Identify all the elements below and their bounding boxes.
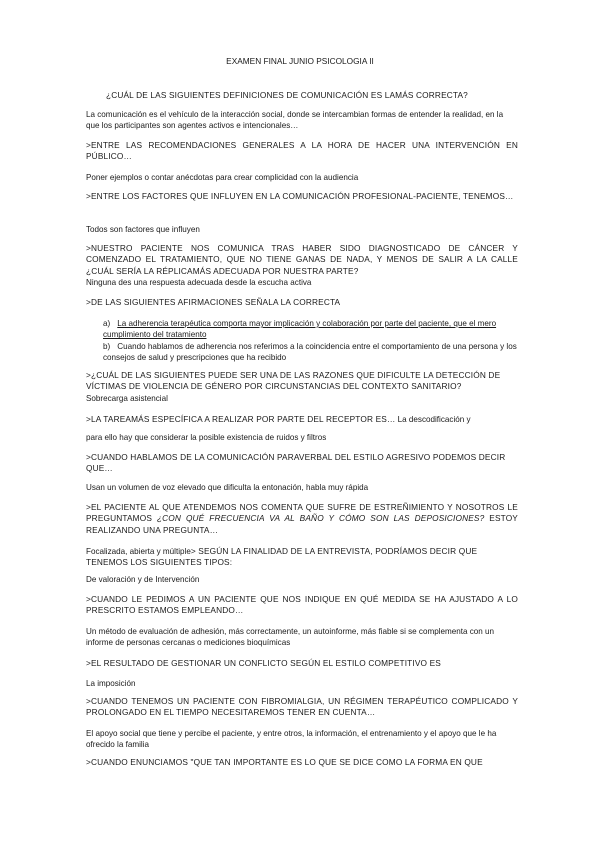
answer-1: La comunicación es el vehículo de la interacción social, donde se intercambian formas de entender la realidad, en la que los participantes son agentes activos e intencionales… (86, 110, 504, 131)
answer-2: Poner ejemplos o contar anécdotas para crear complicidad con la audiencia (86, 173, 359, 182)
question-3: >ENTRE LOS FACTORES QUE INFLUYEN EN LA COMUNICACIÓN PROFESIONAL-PACIENTE, TENEMOS… (86, 191, 514, 201)
option-a-text: La adherencia terapéutica comporta mayor implicación y colaboración por parte del paciente, que el mero cumplimiento del tratamiento (103, 319, 497, 340)
answer-3: Todos son factores que influyen (86, 225, 200, 234)
question-6: >¿CUÁL DE LAS SIGUIENTES PUEDE SER UNA DE LAS RAZONES QUE DIFICULTE LA DETECCIÓN DE VÍCTIMAS DE VIOLENCIA DE GÉNERO POR CIRCUNSTANCIAS DEL CONTEXTO SANITARIO? (86, 370, 501, 392)
answer-4: Ninguna des una respuesta adecuada desde la escucha activa (86, 278, 312, 287)
question-9-part-b: ESTOY REALIZANDO UNA PREGUNTA… (86, 513, 518, 535)
option-a (103, 318, 518, 341)
answer-9: Focalizada, abierta y múltiple (86, 547, 191, 556)
document-title: EXAMEN FINAL JUNIO PSICOLOGIA II (226, 56, 374, 66)
answer-12: La imposición (86, 679, 136, 688)
answer-7-inline: La descodificación y (397, 415, 471, 424)
answer-7-continued: para ello hay que considerar la posible existencia de ruidos y filtros (86, 433, 327, 442)
question-4: >NUESTRO PACIENTE NOS COMUNICA TRAS HABER SIDO DIAGNOSTICADO DE CÁNCER Y COMENZADO EL TRATAMIENTO, QUE NO TIENE GANAS DE NADA, Y MENOS DE SALIR A LA CALLE ¿CUÁL SERÍA LA RÉPLICAMÁS ADECUADA POR NUESTRA PARTE? (86, 243, 518, 276)
answer-10: De valoración y de Intervención (86, 575, 200, 584)
question-2: >ENTRE LAS RECOMENDACIONES GENERALES A LA HORA DE HACER UNA INTERVENCIÓN EN PÚBLICO… (86, 140, 518, 162)
option-b-label: b) (103, 342, 111, 351)
question-1: ¿CUÁL DE LAS SIGUIENTES DEFINICIONES DE COMUNICACIÓN ES LAMÁS CORRECTA? (106, 90, 468, 100)
question-9-part-a: >EL PACIENTE AL QUE ATENDEMOS NOS COMENTA QUE SUFRE DE ESTREÑIMIENTO Y NOSOTROS LE PREGUNTAMOS (86, 502, 518, 524)
question-9 (86, 502, 518, 536)
question-5: >DE LAS SIGUIENTES AFIRMACIONES SEÑALA LA CORRECTA (86, 297, 341, 307)
option-a-label: a) (103, 319, 111, 328)
question-7: >LA TAREAMÁS ESPECÍFICA A REALIZAR POR PARTE DEL RECEPTOR ES… (86, 414, 396, 424)
question-8: >CUANDO HABLAMOS DE LA COMUNICACIÓN PARAVERBAL DEL ESTILO AGRESIVO PODEMOS DECIR QUE… (86, 452, 506, 474)
question-10: > SEGÚN LA FINALIDAD DE LA ENTREVISTA, PODRÍAMOS DECIR QUE TENEMOS LOS SIGUIENTES TIPOS: (86, 546, 478, 568)
answer-6: Sobrecarga asistencial (86, 394, 168, 403)
question-7-line (86, 414, 518, 425)
option-b-text: Cuando hablamos de adherencia nos referimos a la coincidencia entre el comportamiento de una persona y los consejos de salud y prescripciones que ha recibido (103, 342, 517, 363)
question-14: >CUANDO ENUNCIAMOS "QUE TAN IMPORTANTE ES LO QUE SE DICE COMO LA FORMA EN QUE (86, 757, 483, 767)
answer-11: Un método de evaluación de adhesión, más correctamente, un autoinforme, más fiable si se complementa con un informe de personas cercanas o mediciones bioquímicas (86, 627, 495, 648)
question-10-line (86, 546, 518, 569)
question-13: >CUANDO TENEMOS UN PACIENTE CON FIBROMIALGIA, UN RÉGIMEN TERAPÉUTICO COMPLICADO Y PROLONGADO EN EL TIEMPO NECESITAREMOS TENER EN CUENTA… (86, 696, 518, 718)
answer-8: Usan un volumen de voz elevado que dificulta la entonación, habla muy rápida (86, 483, 369, 492)
option-b (103, 341, 518, 364)
answer-13: El apoyo social que tiene y percibe el paciente, y entre otros, la información, el entrenamiento y el apoyo que le ha ofrecido la familia (86, 729, 497, 750)
question-9-italic: ¿CON QUÉ FRECUENCIA VA AL BAÑO Y CÓMO SON LAS DEPOSICIONES? (156, 513, 485, 524)
question-11: >CUANDO LE PEDIMOS A UN PACIENTE QUE NOS INDIQUE EN QUÉ MEDIDA SE HA AJUSTADO A LO PRESCRITO ESTAMOS EMPLEANDO… (86, 594, 518, 616)
question-12: >EL RESULTADO DE GESTIONAR UN CONFLICTO SEGÚN EL ESTILO COMPETITIVO ES (86, 658, 441, 668)
